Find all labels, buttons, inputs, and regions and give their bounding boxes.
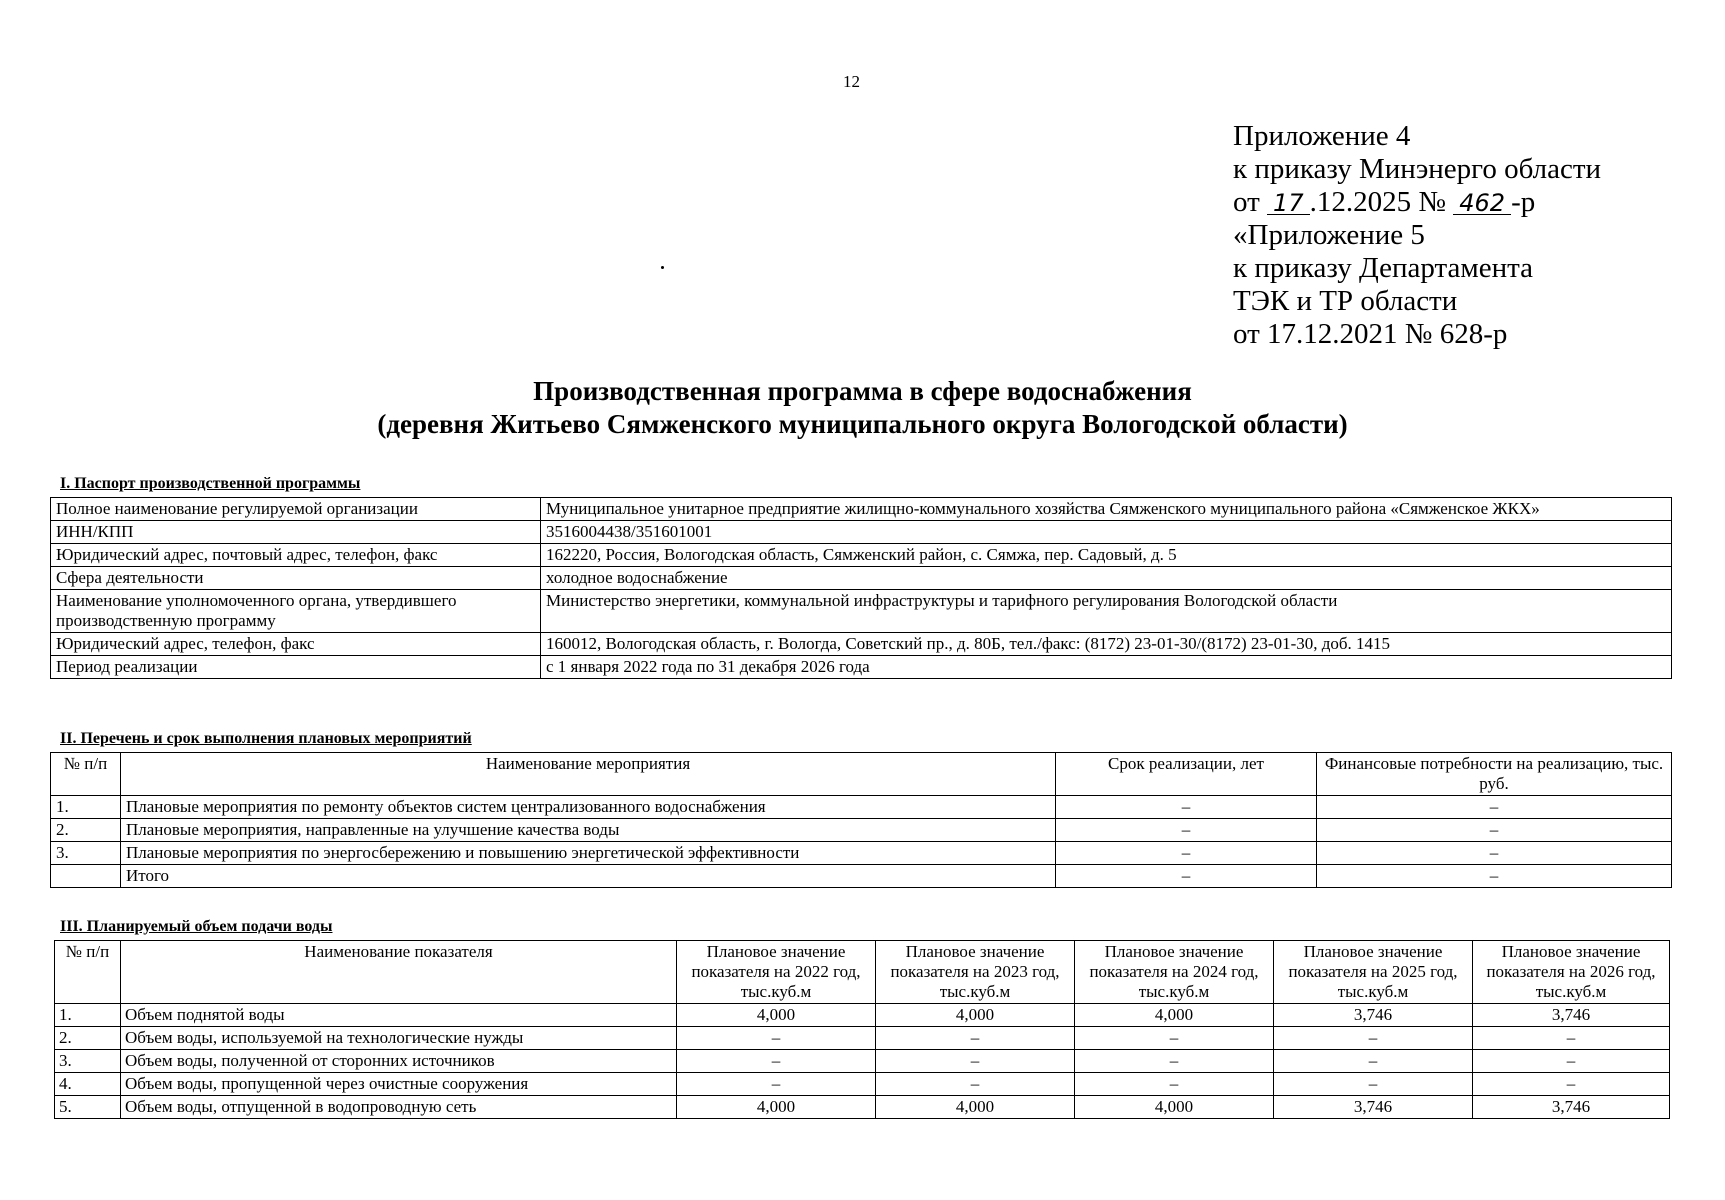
title-line-1: Производственная программа в сфере водоснабжения bbox=[533, 376, 1192, 406]
header-2025: Плановое значение показателя на 2025 год, тыс.куб.м bbox=[1274, 941, 1473, 1004]
table-row bbox=[55, 1073, 1670, 1096]
cell-term: – bbox=[1056, 842, 1317, 865]
row-label: Юридический адрес, почтовый адрес, телефон, факс bbox=[51, 544, 541, 567]
header-num: № п/п bbox=[51, 753, 121, 796]
cell-2025: – bbox=[1274, 1050, 1473, 1073]
table-row bbox=[55, 1004, 1670, 1027]
cell-2023: 4,000 bbox=[876, 1096, 1075, 1119]
cell-finance: – bbox=[1317, 842, 1672, 865]
row-label: Юридический адрес, телефон, факс bbox=[51, 633, 541, 656]
row-label: Период реализации bbox=[51, 656, 541, 679]
appendix-line-7: от 17.12.2021 № 628-р bbox=[1233, 318, 1508, 350]
table-header-row bbox=[51, 753, 1672, 796]
table-row bbox=[55, 1096, 1670, 1119]
table-header-row bbox=[55, 941, 1670, 1004]
header-term: Срок реализации, лет bbox=[1056, 753, 1317, 796]
cell-2026: – bbox=[1473, 1027, 1670, 1050]
cell-2024: – bbox=[1075, 1050, 1274, 1073]
cell-num: 5. bbox=[55, 1096, 121, 1119]
row-value: 3516004438/351601001 bbox=[541, 521, 1672, 544]
cell-2025: – bbox=[1274, 1073, 1473, 1096]
cell-2026: 3,746 bbox=[1473, 1096, 1670, 1119]
cell-2026: – bbox=[1473, 1073, 1670, 1096]
row-label: ИНН/КПП bbox=[51, 521, 541, 544]
header-2026: Плановое значение показателя на 2026 год, тыс.куб.м bbox=[1473, 941, 1670, 1004]
title-line-2: (деревня Житьево Сямженского муниципального округа Вологодской области) bbox=[377, 409, 1348, 439]
cell-2023: – bbox=[876, 1073, 1075, 1096]
cell-2022: – bbox=[677, 1073, 876, 1096]
section-3-title: III. Планируемый объем подачи воды bbox=[60, 918, 333, 935]
cell-finance: – bbox=[1317, 819, 1672, 842]
row-value: холодное водоснабжение bbox=[541, 567, 1672, 590]
cell-num bbox=[51, 865, 121, 888]
cell-term: – bbox=[1056, 819, 1317, 842]
table-row bbox=[51, 498, 1672, 521]
appendix-date-suffix: -р bbox=[1511, 186, 1536, 218]
cell-name: Плановые мероприятия, направленные на улучшение качества воды bbox=[121, 819, 1056, 842]
cell-name: Объем воды, отпущенной в водопроводную сеть bbox=[121, 1096, 677, 1119]
table-row bbox=[51, 865, 1672, 888]
cell-2025: 3,746 bbox=[1274, 1004, 1473, 1027]
header-2024: Плановое значение показателя на 2024 год, тыс.куб.м bbox=[1075, 941, 1274, 1004]
row-label: Полное наименование регулируемой организации bbox=[51, 498, 541, 521]
measures-table bbox=[50, 752, 1672, 888]
cell-2024: 4,000 bbox=[1075, 1096, 1274, 1119]
cell-finance: – bbox=[1317, 796, 1672, 819]
table-row bbox=[51, 590, 1672, 633]
header-name: Наименование показателя bbox=[121, 941, 677, 1004]
handwritten-order-number: 462 bbox=[1453, 192, 1511, 215]
cell-2023: 4,000 bbox=[876, 1004, 1075, 1027]
appendix-line-6: ТЭК и ТР области bbox=[1233, 285, 1458, 317]
cell-num: 2. bbox=[51, 819, 121, 842]
row-label: Сфера деятельности bbox=[51, 567, 541, 590]
document-title bbox=[0, 375, 1725, 441]
cell-2025: 3,746 bbox=[1274, 1096, 1473, 1119]
cell-name: Объем воды, полученной от сторонних источников bbox=[121, 1050, 677, 1073]
table-row bbox=[51, 544, 1672, 567]
cell-2024: – bbox=[1075, 1027, 1274, 1050]
header-name: Наименование мероприятия bbox=[121, 753, 1056, 796]
header-num: № п/п bbox=[55, 941, 121, 1004]
row-value: 162220, Россия, Вологодская область, Сямженский район, с. Сямжа, пер. Садовый, д. 5 bbox=[541, 544, 1672, 567]
cell-2022: 4,000 bbox=[677, 1004, 876, 1027]
cell-2023: – bbox=[876, 1050, 1075, 1073]
cell-2025: – bbox=[1274, 1027, 1473, 1050]
cell-name: Объем поднятой воды bbox=[121, 1004, 677, 1027]
appendix-line-4: «Приложение 5 bbox=[1233, 219, 1425, 251]
cell-2026: – bbox=[1473, 1050, 1670, 1073]
table-row bbox=[51, 521, 1672, 544]
cell-num: 3. bbox=[51, 842, 121, 865]
cell-2022: – bbox=[677, 1050, 876, 1073]
appendix-line-1: Приложение 4 bbox=[1233, 120, 1411, 152]
row-value: 160012, Вологодская область, г. Вологда, Советский пр., д. 80Б, тел./факс: (8172) 23-01-30/(8172) 23-01-30, доб. 1415 bbox=[541, 633, 1672, 656]
water-volume-table bbox=[54, 940, 1670, 1119]
cell-num: 1. bbox=[55, 1004, 121, 1027]
table-row bbox=[55, 1050, 1670, 1073]
cell-term: – bbox=[1056, 865, 1317, 888]
cell-name: Плановые мероприятия по ремонту объектов систем централизованного водоснабжения bbox=[121, 796, 1056, 819]
cell-2024: 4,000 bbox=[1075, 1004, 1274, 1027]
cell-2023: – bbox=[876, 1027, 1075, 1050]
appendix-line-5: к приказу Департамента bbox=[1233, 252, 1534, 284]
section-1-title: I. Паспорт производственной программы bbox=[60, 475, 361, 492]
passport-table bbox=[50, 497, 1672, 679]
table-row bbox=[51, 567, 1672, 590]
appendix-line-3 bbox=[1233, 186, 1601, 219]
cell-name: Плановые мероприятия по энергосбережению и повышению энергетической эффективности bbox=[121, 842, 1056, 865]
cell-2022: 4,000 bbox=[677, 1096, 876, 1119]
cell-2026: 3,746 bbox=[1473, 1004, 1670, 1027]
cell-num: 3. bbox=[55, 1050, 121, 1073]
table-row bbox=[51, 656, 1672, 679]
cell-finance: – bbox=[1317, 865, 1672, 888]
table-row bbox=[51, 796, 1672, 819]
table-row bbox=[51, 842, 1672, 865]
page-number: 12 bbox=[843, 72, 860, 91]
cell-term: – bbox=[1056, 796, 1317, 819]
row-value: Министерство энергетики, коммунальной инфраструктуры и тарифного регулирования Вологодской области bbox=[541, 590, 1672, 633]
appendix-line-2: к приказу Минэнерго области bbox=[1233, 153, 1602, 185]
cell-name: Объем воды, пропущенной через очистные сооружения bbox=[121, 1073, 677, 1096]
cell-2024: – bbox=[1075, 1073, 1274, 1096]
cell-num: 4. bbox=[55, 1073, 121, 1096]
stray-dot bbox=[661, 266, 664, 269]
header-finance: Финансовые потребности на реализацию, тыс. руб. bbox=[1317, 753, 1672, 796]
handwritten-day: 17 bbox=[1267, 192, 1310, 215]
cell-num: 1. bbox=[51, 796, 121, 819]
table-row bbox=[55, 1027, 1670, 1050]
cell-num: 2. bbox=[55, 1027, 121, 1050]
row-value: Муниципальное унитарное предприятие жилищно-коммунального хозяйства Сямженского муниципального района «Сямженское ЖКХ» bbox=[541, 498, 1672, 521]
table-row bbox=[51, 819, 1672, 842]
cell-2022: – bbox=[677, 1027, 876, 1050]
section-2-title: II. Перечень и срок выполнения плановых мероприятий bbox=[60, 730, 472, 747]
appendix-date-prefix: от bbox=[1233, 186, 1268, 218]
cell-name: Итого bbox=[121, 865, 1056, 888]
row-value: с 1 января 2022 года по 31 декабря 2026 года bbox=[541, 656, 1672, 679]
table-row bbox=[51, 633, 1672, 656]
header-2023: Плановое значение показателя на 2023 год, тыс.куб.м bbox=[876, 941, 1075, 1004]
appendix-date-mid: .12.2025 № bbox=[1309, 186, 1454, 218]
cell-name: Объем воды, используемой на технологические нужды bbox=[121, 1027, 677, 1050]
row-label: Наименование уполномоченного органа, утвердившего производственную программу bbox=[51, 590, 541, 633]
header-2022: Плановое значение показателя на 2022 год, тыс.куб.м bbox=[677, 941, 876, 1004]
appendix-block bbox=[1233, 120, 1601, 351]
